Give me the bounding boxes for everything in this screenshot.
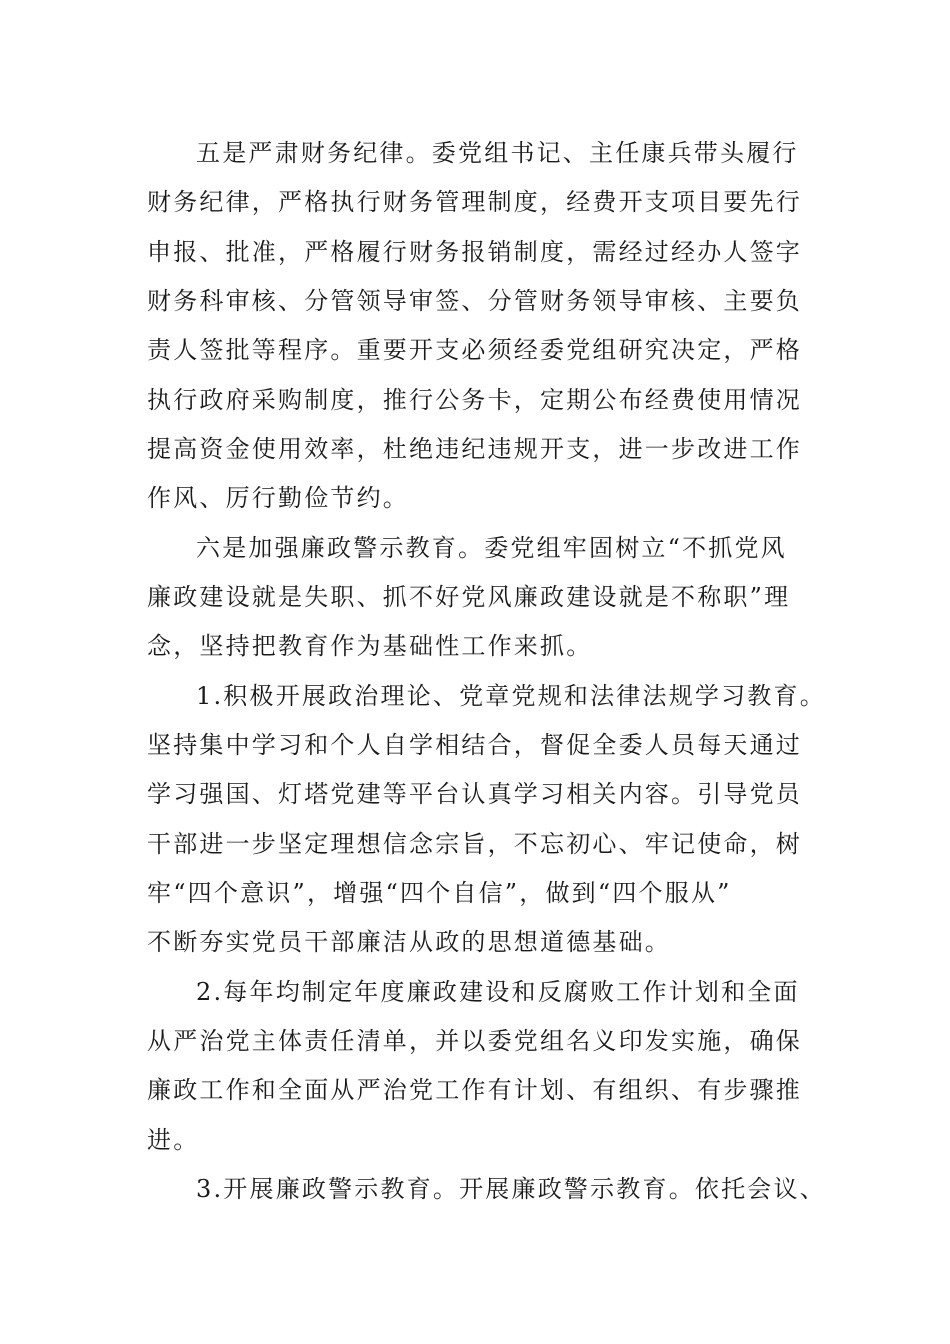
paragraph-line: 1.积极开展政治理论、党章党规和法律法规学习教育。 bbox=[196, 682, 826, 710]
paragraph-line: 不断夯实党员干部廉洁从政的思想道德基础。 bbox=[147, 928, 671, 956]
paragraph-line: 执行政府采购制度，推行公务卡，定期公布经费使用情况 bbox=[147, 386, 802, 414]
paragraph-line: 财务纪律，严格执行财务管理制度，经费开支项目要先行 bbox=[147, 188, 802, 216]
paragraph-line: 六是加强廉政警示教育。委党组牢固树立“不抓党风 bbox=[196, 534, 787, 562]
paragraph-line: 五是严肃财务纪律。委党组书记、主任康兵带头履行 bbox=[196, 139, 799, 167]
paragraph-line: 3.开展廉政警示教育。开展廉政警示教育。依托会议、 bbox=[196, 1175, 826, 1203]
paragraph-line: 廉政工作和全面从严治党工作有计划、有组织、有步骤推 bbox=[147, 1076, 802, 1104]
paragraph-line: 责人签批等程序。重要开支必须经委党组研究决定，严格 bbox=[147, 336, 802, 364]
paragraph-line: 学习强国、灯塔党建等平台认真学习相关内容。引导党员 bbox=[147, 780, 802, 808]
paragraph-line: 2.每年均制定年度廉政建设和反腐败工作计划和全面 bbox=[196, 978, 800, 1006]
paragraph-line: 提高资金使用效率，杜绝违纪违规开支，进一步改进工作 bbox=[147, 435, 802, 463]
paragraph-line: 从严治党主体责任清单，并以委党组名义印发实施，确保 bbox=[147, 1027, 802, 1055]
paragraph-line: 财务科审核、分管领导审签、分管财务领导审核、主要负 bbox=[147, 287, 802, 315]
paragraph-line: 申报、批准，严格履行财务报销制度，需经过经办人签字 bbox=[147, 238, 802, 266]
paragraph-line: 坚持集中学习和个人自学相结合，督促全委人员每天通过 bbox=[147, 731, 802, 759]
paragraph-line: 廉政建设就是失职、抓不好党风廉政建设就是不称职”理 bbox=[147, 583, 791, 611]
paragraph-line: 作风、厉行勤俭节约。 bbox=[147, 484, 409, 512]
paragraph-line: 干部进一步坚定理想信念宗旨，不忘初心、牢记使命，树 bbox=[147, 830, 802, 858]
paragraph-line: 念，坚持把教育作为基础性工作来抓。 bbox=[147, 632, 593, 660]
paragraph-line: 牢“四个意识”，增强“四个自信”，做到“四个服从” bbox=[147, 879, 732, 907]
paragraph-line: 进。 bbox=[147, 1126, 200, 1154]
